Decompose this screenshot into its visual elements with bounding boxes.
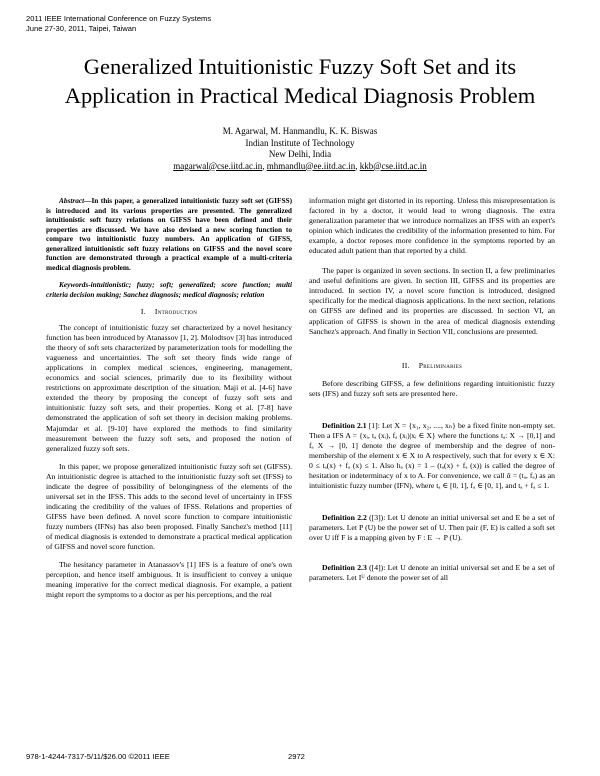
definition-2-1 [309,421,555,491]
intro-paragraph-3: The hesitancy parameter in Atanassov's [1] IFS is a feature of one's own perception, and hence itself ambiguous. It is insufficient to convey a unique meaning imperative for the correct medical diagnosis. For example, a patient might report the symptoms to a doctor as per his perceptions, and the real [46,560,292,600]
author-emails: magarwal@cse.iitd.ac.in, mhmandlu@ee.iitd.ac.in, kkb@cse.iitd.ac.in [173,160,427,171]
abstract-label: Abstract [59,196,85,205]
definition-2-3-label: Definition 2.3 [322,563,367,573]
keywords-text: Keywords-intuitionistic; fuzzy; soft; generalized; score function; multi criteria decision making; Sanchez diagnosis; medical diagnosis; relation [46,280,292,299]
conference-header [26,14,211,34]
section-1-title: Introduction [154,307,198,316]
prelim-paragraph: Before describing GIFSS, a few definitions regarding intuitionistic fuzzy sets (IFS) and fuzzy soft sets are presented here. [309,378,555,398]
intro-paragraph-2: In this paper, we propose generalized intuitionistic fuzzy soft set (GIFSS). An intuitionistic degree is attached to the intuitionistic fuzzy soft set (IFSS) to indicate the degree of possibility of belongingness of the elements of the universal set in the IFSS. This adds to the second level of uncertainty in IFSS indicating the credibility of the values of IFSS. Relations and properties of GIFSS have been defined. A novel score function to compare intuitionistic fuzzy numbers (IFNs) has also been proposed. Finally Sanchez's method [11] of medical diagnosis is extended to demonstrate a practical medical application of GIFSS and novel score function. [46,461,292,552]
section-2-title: Preliminaries [418,360,463,370]
definition-2-2-text: ([3]): Let U denote an initial universal set and E be a set of parameters. Let P (U) be the power set of U. Then pair (F, E) is called a soft set over U iff F is a mapping given by F : E → P (U). [309,513,555,543]
definition-2-3 [309,563,555,583]
definition-2-2-label: Definition 2.2 [322,513,367,523]
author-names: M. Agarwal, M. Hanmandlu, K. K. Biswas [222,126,378,136]
section-1-heading [46,307,292,317]
conference-date: June 27-30, 2011, Taipei, Taiwan [26,24,137,33]
left-column [46,196,292,600]
right-column [309,196,555,583]
intro-paragraph-5: The paper is organized in seven sections. In section II, a few preliminaries and useful definitions are given. In section III, GIFSS and its properties are introduced. In section IV, a novel score function is introduced, designed specifically for the medical diagnosis applications. In the next section, relations on GIFSS are defined and its properties are discussed. In section VI, an application of GIFSS is shown in the area of medical diagnosis extending Sanchez's approach. And finally in Section VII, conclusions are presented. [309,266,555,336]
definition-2-1-text: [1]: Let X = {x₁, x₂, ...., xₙ} be a fixed finite non-empty set. Then a IFS A = {xᵢ, tₐ (xᵢ), fₐ (xᵢ)|xᵢ ∈ X} where the functions tₐ: X → [0,1] and fₐ X → [0, 1] denote the degree of membership and the degree of non-membership of the element x ∈ X to A respectively, such that for every x ∈ X: 0 ≤ tₐ(x) + fₐ (x) ≤ 1. Also hₐ (x) = 1 – (tₐ(x) + fₐ (x)) is called the degree of hesitation or indeterminacy of x to A. For convenience, we call ᾶ = (tₐ, fₐ) as an intuitionistic fuzzy number (IFN), where tₐ ∈ [0, 1], fₐ ∈ [0, 1], and tₐ + fₐ ≤ 1. [309,420,556,491]
abstract-text: —In this paper, a generalized intuitionistic fuzzy soft set (GIFSS) is introduced and its various properties are presented. The generalized intuitionistic soft fuzzy relations on GIFSS have been defined and their properties are discussed. We have also devised a new scoring function to compare two intuitionistic fuzzy numbers. An application of GIFSS, generalized intuitionistic soft fuzzy relations on GIFSS and the novel score function are demonstrated through a practical example of a multi-criteria medical diagnosis problem. [46,196,292,272]
keywords [46,280,292,299]
city: New Delhi, India [268,149,332,159]
section-2-number: II. [401,360,410,370]
conference-name: 2011 IEEE International Conference on Fuzzy Systems [26,14,212,23]
page-number: 2972 [288,752,305,761]
definition-2-3-text: ([4]): Let U denote an initial universal set and E be a set of parameters. Let Iᵁ denote the power set of all [309,563,555,583]
title-line-1: Generalized Intuitionistic Fuzzy Soft Set and its [83,54,517,79]
definition-2-1-label: Definition 2.1 [322,420,367,430]
footer-isbn: 978-1-4244-7317-5/11/$26.00 ©2011 IEEE [26,752,170,761]
email-link-3[interactable]: kkb@cse.iitd.ac.in [359,160,427,171]
section-2-heading [309,361,555,371]
email-link-2[interactable]: mhmandlu@ee.iitd.ac.in [266,160,356,171]
abstract [46,196,292,272]
intro-paragraph-4: information might get distorted in its reporting. Unless this misrepresentation is factored in by a doctor, it would lead to wrong diagnosis. The extra generalization parameter that we introduce normalizes an IFSS with an expert's opinion which indicates the credibility of the information presented to him. For example, a doctor reposes more confidence in the symptoms reported by an educated adult patient than that reported by a child. [309,196,555,256]
section-1-number: I. [140,307,146,316]
paper-title [0,52,600,110]
email-link-1[interactable]: magarwal@cse.iitd.ac.in [173,160,263,171]
intro-paragraph-1: The concept of intuitionistic fuzzy set characterized by a novel hesitancy function has been introduced by Atanassov [1, 2]. Molodtsov [3] has introduced the theory of soft sets characterized by parameterization tools for modelling the vagueness and uncertainties. The soft set theory finds wide range of applications in complex medical sciences, engineering, management, economics and social sciences, primarily due to its flexibility without restrictions on approximate description of the situation. Maji et al. [4-6] have extended the theory by proposing the concept of fuzzy soft sets and intuitionistic fuzzy soft sets, and their properties. Kong et al. [7-8] have demonstrated the application of soft set theory in decision making problems. Majumdar et al. [9-10] have explored the methods to find similarity measurement between the fuzzy soft sets, and proposed the notion of generalized fuzzy soft sets. [46,323,292,453]
institution: Indian Institute of Technology [245,137,355,148]
title-line-2: Application in Practical Medical Diagnosis Problem [64,83,536,108]
author-block [0,126,600,172]
definition-2-2 [309,513,555,543]
